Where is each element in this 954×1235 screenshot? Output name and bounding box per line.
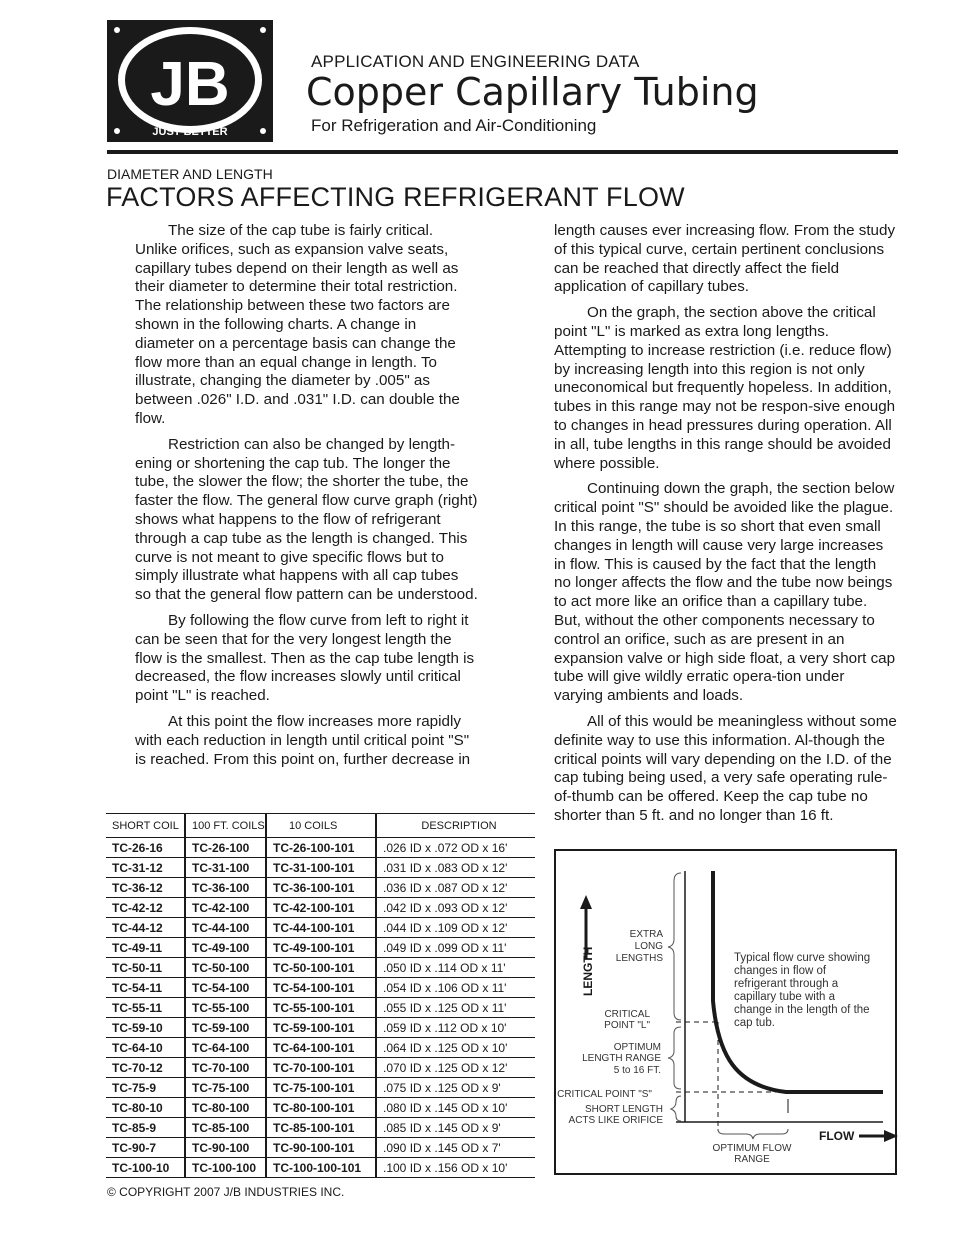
graph-note-line-1: Typical flow curve showing [734, 952, 871, 964]
paragraph: length causes ever increasing flow. From the study of this typical curve, certain pertinent conclusions can be reached that directly affect the field application of capillary tubes. [554, 222, 896, 296]
100ft-coil-cell: TC-64-100 [185, 1038, 266, 1058]
table-row [106, 1078, 535, 1098]
10-coils-cell: TC-64-100-101 [266, 1038, 376, 1058]
short-coil-cell: TC-26-16 [106, 838, 185, 858]
short-coil-cell: TC-85-9 [106, 1118, 185, 1138]
table-row [106, 998, 535, 1018]
short-coil-cell: TC-49-11 [106, 938, 185, 958]
paragraph: The size of the cap tube is fairly critical. Unlike orifices, such as expansion valve seats, capillary tubes depend on their length as well as their diameter to determine their total restriction. The relationship between these two factors are shown in the following charts. A change in diameter on a percentage basis can change the flow more than an equal change in length. To illustrate, changing the diameter by .005" as between .026" I.D. and .031" I.D. can double the flow. [135, 222, 460, 427]
100ft-coil-cell: TC-50-100 [185, 958, 266, 978]
10-coils-cell: TC-55-100-101 [266, 998, 376, 1018]
critical-l-label-1: CRITICAL [604, 1009, 650, 1020]
short-coil-cell: TC-59-10 [106, 1018, 185, 1038]
paragraph: Continuing down the graph, the section below critical point "S" should be avoided like the plague. In this range, the tube is so short that even small changes in length will cause very large increases in flow. This is caused by the fact that the length no longer affects the flow and the tube now beings to act more like an orifice than a capillary tube. But, without the other components necessary to control an orifice, such as are present in an expansion valve or high side float, a very short cap tube will give wildly erratic opera-tion under varying ambients and loads. [554, 480, 896, 705]
optimum-length-label-2: LENGTH RANGE [582, 1053, 661, 1064]
short-coil-cell: TC-36-12 [106, 878, 185, 898]
10-coils-cell: TC-54-100-101 [266, 978, 376, 998]
10-coils-cell: TC-59-100-101 [266, 1018, 376, 1038]
header-description: DESCRIPTION [376, 814, 535, 838]
parts-table [106, 813, 535, 1178]
flow-arrowhead-icon [884, 1130, 898, 1142]
table-row [106, 1018, 535, 1038]
description-cell: .055 ID x .125 OD x 11' [376, 998, 535, 1018]
short-length-brace [671, 1096, 681, 1121]
body-column-right [554, 222, 897, 833]
optimum-length-label-1: OPTIMUM [613, 1042, 661, 1053]
flow-curve-graph [554, 849, 897, 1175]
table-row [106, 898, 535, 918]
length-arrowhead-icon [580, 895, 592, 909]
100ft-coil-cell: TC-70-100 [185, 1058, 266, 1078]
paragraph: By following the flow curve from left to right it can be seen that for the very longest length the flow is the smallest. Then as the cap tube length is decreased, the flow increases slowly until critical point "L" is reached. [135, 611, 475, 705]
description-cell: .080 ID x .145 OD x 10' [376, 1098, 535, 1118]
100ft-coil-cell: TC-100-100 [185, 1158, 266, 1178]
header-10-coils: 10 COILS [266, 814, 376, 838]
table-row [106, 858, 535, 878]
short-coil-cell: TC-54-11 [106, 978, 185, 998]
page-subtitle: For Refrigeration and Air-Conditioning [311, 116, 597, 135]
100ft-coil-cell: TC-55-100 [185, 998, 266, 1018]
table-row [106, 938, 535, 958]
table-row [106, 1058, 535, 1078]
10-coils-cell: TC-49-100-101 [266, 938, 376, 958]
description-cell: .042 ID x .093 OD x 12' [376, 898, 535, 918]
10-coils-cell: TC-90-100-101 [266, 1138, 376, 1158]
body-column-left [135, 222, 478, 776]
header-rule [107, 150, 898, 154]
short-length-label-1: SHORT LENGTH [585, 1104, 663, 1115]
short-coil-cell: TC-80-10 [106, 1098, 185, 1118]
extra-long-brace [668, 873, 681, 1020]
description-cell: .044 ID x .109 OD x 12' [376, 918, 535, 938]
copyright: © COPYRIGHT 2007 J/B INDUSTRIES INC. [107, 1185, 345, 1199]
header-100ft-coils: 100 FT. COILS [185, 814, 266, 838]
100ft-coil-cell: TC-80-100 [185, 1098, 266, 1118]
10-coils-cell: TC-85-100-101 [266, 1118, 376, 1138]
table-header-row [106, 814, 535, 838]
optimum-length-label-3: 5 to 16 FT. [613, 1065, 661, 1076]
extra-long-label-1: EXTRA [629, 929, 663, 940]
description-cell: .064 ID x .125 OD x 10' [376, 1038, 535, 1058]
100ft-coil-cell: TC-26-100 [185, 838, 266, 858]
10-coils-cell: TC-36-100-101 [266, 878, 376, 898]
short-length-label-2: ACTS LIKE ORIFICE [568, 1115, 663, 1126]
short-coil-cell: TC-100-10 [106, 1158, 185, 1178]
10-coils-cell: TC-42-100-101 [266, 898, 376, 918]
paragraph: At this point the flow increases more rapidly with each reduction in length until critical point "S" is reached. From this point on, further decrease in [135, 712, 471, 768]
graph-note-line-5: change in the length of the [734, 1004, 870, 1016]
description-cell: .054 ID x .106 OD x 11' [376, 978, 535, 998]
description-cell: .090 ID x .145 OD x 7' [376, 1138, 535, 1158]
description-cell: .026 ID x .072 OD x 16' [376, 838, 535, 858]
short-coil-cell: TC-90-7 [106, 1138, 185, 1158]
critical-s-label: CRITICAL POINT "S" [557, 1089, 652, 1100]
100ft-coil-cell: TC-75-100 [185, 1078, 266, 1098]
100ft-coil-cell: TC-59-100 [185, 1018, 266, 1038]
optimum-flow-brace [718, 1129, 788, 1139]
10-coils-cell: TC-31-100-101 [266, 858, 376, 878]
10-coils-cell: TC-80-100-101 [266, 1098, 376, 1118]
header-short-coil: SHORT COIL [106, 814, 185, 838]
description-cell: .049 ID x .099 OD x 11' [376, 938, 535, 958]
paragraph: On the graph, the section above the critical point "L" is marked as extra long lengths. Attempting to increase restriction (i.e. reduce flow) by increasing length into this region is not only uneconomical but frequently hopeless. In addition, tubes in this range may not be respon-sive enough to changes in head pressures during operation. All in all, tube lengths in this range should be avoided where possible. [554, 304, 896, 472]
short-coil-cell: TC-70-12 [106, 1058, 185, 1078]
description-cell: .085 ID x .145 OD x 9' [376, 1118, 535, 1138]
table-row [106, 1138, 535, 1158]
jb-logo [107, 20, 273, 142]
100ft-coil-cell: TC-90-100 [185, 1138, 266, 1158]
graph-note-line-3: refrigerant through a [734, 978, 839, 990]
100ft-coil-cell: TC-85-100 [185, 1118, 266, 1138]
extra-long-label-2: LONG [634, 941, 663, 952]
table-row [106, 1118, 535, 1138]
page-title: Copper Capillary Tubing [306, 70, 759, 114]
table-row [106, 1158, 535, 1178]
section-kicker: DIAMETER AND LENGTH [107, 166, 273, 182]
table-row [106, 838, 535, 858]
section-title: FACTORS AFFECTING REFRIGERANT FLOW [106, 182, 685, 212]
graph-note-line-2: changes in flow of [734, 965, 827, 977]
short-coil-cell: TC-42-12 [106, 898, 185, 918]
table-row [106, 878, 535, 898]
flow-curve-svg [556, 851, 899, 1177]
100ft-coil-cell: TC-54-100 [185, 978, 266, 998]
optimum-flow-label-1: OPTIMUM FLOW [712, 1143, 792, 1154]
paragraph: All of this would be meaningless without some definite way to use this information. Al-though the critical points will vary depending on the I.D. of the cap tubing being used, a very safe operating rule-of-thumb can be offered. Keep the cap tube no shorter than 5 ft. and no longer than 16 ft. [554, 712, 897, 824]
optimum-length-brace [668, 1027, 681, 1089]
description-cell: .070 ID x .125 OD x 12' [376, 1058, 535, 1078]
header-kicker: APPLICATION AND ENGINEERING DATA [311, 52, 640, 71]
flow-axis-label: FLOW [819, 1129, 855, 1143]
table-row [106, 1038, 535, 1058]
100ft-coil-cell: TC-49-100 [185, 938, 266, 958]
critical-l-label-2: POINT "L" [604, 1020, 650, 1031]
10-coils-cell: TC-75-100-101 [266, 1078, 376, 1098]
10-coils-cell: TC-44-100-101 [266, 918, 376, 938]
10-coils-cell: TC-26-100-101 [266, 838, 376, 858]
100ft-coil-cell: TC-36-100 [185, 878, 266, 898]
graph-note-line-6: cap tub. [734, 1017, 775, 1029]
paragraph: Restriction can also be changed by length-ening or shortening the cap tub. The longer the tube, the slower the flow; the shorter the tube, the faster the flow. The general flow curve graph (right) shows what happens to the flow of refrigerant through a cap tube as the length is changed. This curve is not meant to give specific flows but to simply illustrate what happens with all cap tubes so that the general flow pattern can be understood. [135, 435, 478, 604]
optimum-flow-label-2: RANGE [734, 1154, 770, 1165]
parts-table-body [106, 838, 535, 1178]
table-row [106, 1098, 535, 1118]
100ft-coil-cell: TC-44-100 [185, 918, 266, 938]
table-row [106, 978, 535, 998]
logo-letters: JB [150, 50, 230, 119]
logo-tagline: JUST BETTER [152, 126, 228, 138]
short-coil-cell: TC-44-12 [106, 918, 185, 938]
description-cell: .036 ID x .087 OD x 12' [376, 878, 535, 898]
description-cell: .050 ID x .114 OD x 11' [376, 958, 535, 978]
description-cell: .059 ID x .112 OD x 10' [376, 1018, 535, 1038]
short-coil-cell: TC-50-11 [106, 958, 185, 978]
short-coil-cell: TC-31-12 [106, 858, 185, 878]
table-row [106, 918, 535, 938]
10-coils-cell: TC-70-100-101 [266, 1058, 376, 1078]
short-coil-cell: TC-64-10 [106, 1038, 185, 1058]
table-row [106, 958, 535, 978]
short-coil-cell: TC-55-11 [106, 998, 185, 1018]
short-coil-cell: TC-75-9 [106, 1078, 185, 1098]
10-coils-cell: TC-50-100-101 [266, 958, 376, 978]
graph-note-line-4: capillary tube with a [734, 991, 835, 1003]
100ft-coil-cell: TC-42-100 [185, 898, 266, 918]
10-coils-cell: TC-100-100-101 [266, 1158, 376, 1178]
description-cell: .031 ID x .083 OD x 12' [376, 858, 535, 878]
description-cell: .100 ID x .156 OD x 10' [376, 1158, 535, 1178]
100ft-coil-cell: TC-31-100 [185, 858, 266, 878]
extra-long-label-3: LENGTHS [615, 953, 663, 964]
length-axis-label: LENGTH [581, 946, 595, 996]
description-cell: .075 ID x .125 OD x 9' [376, 1078, 535, 1098]
